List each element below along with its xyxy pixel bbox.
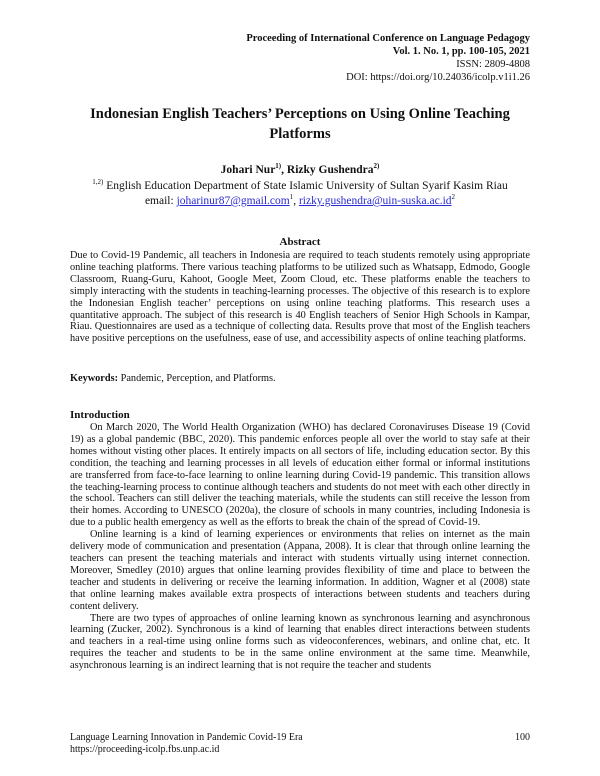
author-1: Johari Nur [220, 164, 276, 176]
footer-title: Language Learning Innovation in Pandemic Covid-19 Era [70, 732, 303, 743]
affiliation [70, 180, 530, 192]
author-2-sup: 2) [373, 162, 380, 171]
footer-url: https://proceeding-icolp.fbs.unp.ac.id [70, 744, 220, 755]
author-2: Rizky Gushendra [286, 164, 374, 176]
keywords-text: Pandemic, Perception, and Platforms. [118, 373, 276, 384]
keywords [70, 373, 530, 384]
page-footer [70, 732, 530, 756]
keywords-label: Keywords: [70, 373, 119, 384]
issn: ISSN: 2809-4808 [456, 59, 530, 70]
introduction-body [70, 422, 530, 672]
doi: DOI: https://doi.org/10.24036/icolp.v1i1.26 [346, 72, 530, 83]
email-line [70, 195, 530, 207]
paragraph: There are two types of approaches of online learning known as synchronous learning and asynchronous learning (Zucker, 2002). Synchronous is a kind of learning that enables direct interactions between students and teachers in a real-time using online forms such as videoconferences, webinars, and online chat, etc. It requires the teacher and students to be in the same online environment at the same time. Meanwhile, asynchronous learning is an indirect learning that is not require the teacher and students [70, 612, 530, 672]
introduction-heading: Introduction [70, 409, 130, 421]
paragraph: On March 2020, The World Health Organization (WHO) has declared Coronaviruses Disease 19 (Covid 19) as a global pandemic (BBC, 2020). This pandemic enforces people all over the world to stay safe at their homes without visting other places. It entirely impacts on all sectors of life, including education sector. By this condition, the teaching and learning processes in all levels of education either formal or informal institutions are transferred from face-to-face learning to online learning during Covid-19 pandemic. This transition allows the teaching-learning process to continue although teachers and students do not meet with each other directly in the school. Teachers can still deliver the teaching materials, while the students can still receive the lesson from their homes. According to UNESCO (2020a), the closure of schools in many countries, including Indonesia is due to a public health emergency as well as the efforts to break the chain of the spread of Covid-19. [70, 422, 530, 529]
email-sup-1: 1 [289, 193, 294, 202]
volume-info: Vol. 1. No. 1, pp. 100-105, 2021 [392, 46, 530, 57]
page-number: 100 [515, 732, 530, 743]
affiliation-text: English Education Department of State Islamic University of Sultan Syarif Kasim Riau [103, 180, 508, 192]
author-1-sup: 1) [275, 162, 282, 171]
email-link-2[interactable]: rizky.gushendra@uin-suska.ac.id [298, 195, 452, 207]
journal-name: Proceeding of International Conference on Language Pedagogy [246, 33, 530, 44]
abstract-heading: Abstract [279, 236, 321, 248]
email-separator: , [293, 195, 299, 207]
email-link-1[interactable]: joharinur87@gmail.com [176, 195, 290, 207]
author-separator: , [281, 164, 287, 176]
affiliation-sup: 1,2) [92, 178, 104, 187]
abstract-text: Due to Covid-19 Pandemic, all teachers in Indonesia are required to teach students remotely using appropriate online teaching platforms. There various teaching platforms to be utilized such as Whatsapp, Edmodo, Google Classroom, Ruang-Guru, Kahoot, Google Meet, Zoom Cloud, etc. These platforms enable the teachers to simply interacting with the students in teaching-learning processes. The objective of this research is to explore the Indonesian English teacher’ perceptions on using online teaching platforms. This research uses a quantitative approach. The subject of this research is 40 English teachers of Senior High Schools in Kampar, Riau. Questionnaires are used as a technique of collecting data. Results prove that most of the English teachers have positive perceptions on the usefulness, ease of use, and accessibility aspects of online teaching platforms. [70, 250, 530, 345]
paper-title: Indonesian English Teachers’ Perceptions on Using Online Teaching Platforms [90, 106, 510, 142]
paragraph: Online learning is a kind of learning experiences or environments that relies on internet as the main delivery mode of communication and presentation (Appana, 2008). It is clear that through online learning the teachers can present the teaching materials and interact with students virtually using internet connection. Moreover, Smedley (2010) argues that online learning provides flexibility of time and place to between the teacher and students in delivering or receive the learning information. In addition, Wagner et al (2008) state that online learning makes available extra prospects of interactions between students and teachers during content delivery. [70, 529, 530, 612]
author-line [70, 164, 530, 176]
email-sup-2: 2 [451, 193, 456, 202]
email-prefix: email: [144, 195, 177, 207]
